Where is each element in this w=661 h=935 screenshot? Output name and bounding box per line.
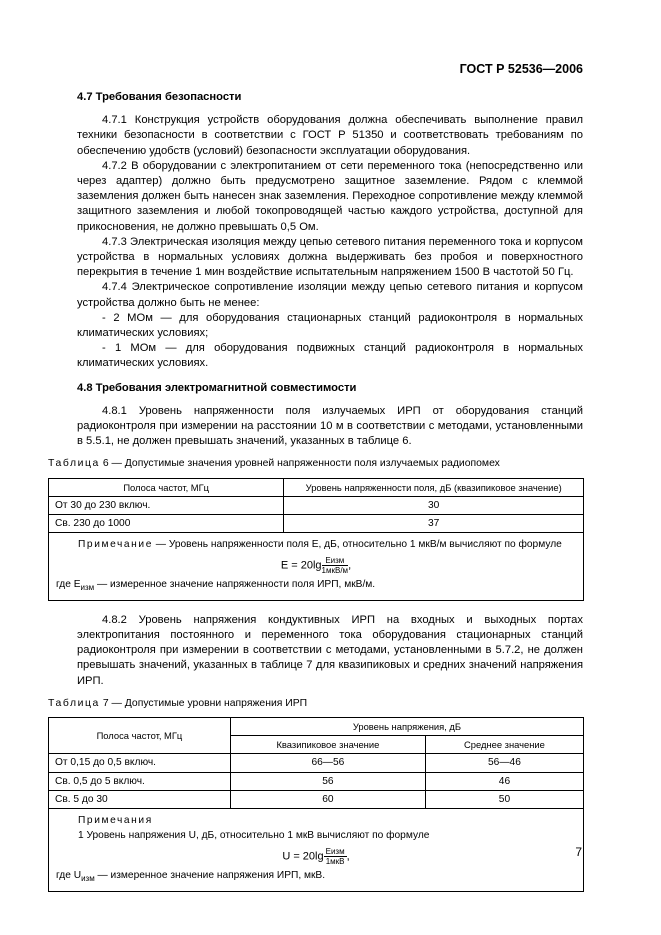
formula-explanation: где $U_{изм}$ — измеренное значение напряжения ИРП, мкВ. [56,870,326,884]
table-row [49,515,584,533]
table-row [49,754,584,772]
list-item-1-mohm: - 1 МОм — для оборудования подвижных станций радиоконтроля в нормальных климатических условиях. [77,342,583,370]
paragraph-4-7-4: 4.7.4 Электрическое сопротивление изоляции между цепью сетевого питания и корпусом устройства должно быть не менее: [77,281,583,309]
paragraph-4-8-2: 4.8.2 Уровень напряжения кондуктивных ИРП на входных и выходных портах электропитания постоянного и переменного тока оборудования стационарных станций радиоконтроля при измерении в соответствии с методами, установленными в 5.7.2, не должен превышать значений, указанных в таблице 7 для квазипиковых и средних значений напряжения ИРП. [77,613,583,687]
table-row [49,496,584,514]
formula-explanation: где $E_{изм}$ — измеренное значение напряженности поля ИРП, мкВ/м. [56,579,376,593]
table-cell: 46 [425,772,583,790]
formula-e: E = 20lg $\frac{\text{Eизм}}{\text{1мкВ/м}}$ , [280,556,352,576]
paragraph-4-7-2: 4.7.2 В оборудовании с электропитанием от сети переменного тока (непосредственно или через адаптер) должно быть предусмотрено защитное заземление. Рядом с клеммой заземления должен быть нанесен знак заземления. Переходное сопротивление между клеммой защитного заземления и любой токопроводящей частью каждого устройства, доступной для прикосновения, не должно превышать 0,5 Ом. [77,159,583,233]
table7-header-band: Полоса частот, МГц [49,717,231,753]
table6-header-level: Уровень напряженности поля, дБ (квазипиковое значение) [284,478,584,496]
table-cell: 56 [230,772,425,790]
paragraph-4-8-1: 4.8.1 Уровень напряженности поля излучаемых ИРП от оборудования станций радиоконтроля при измерении на расстоянии 10 м в соответствии с методами, установленными в 5.5.1, не должен превышать значений, указанных в таблице 6. [77,404,583,448]
note-text: — Уровень напряженности поля E, дБ, относительно 1 мкВ/м вычисляют по формуле [152,539,562,551]
table-row [49,772,584,790]
formula-u: U = 20lg $\frac{\text{Eизм}}{\text{1мкВ}}$ , [282,847,350,867]
paragraph-4-7-1: 4.7.1 Конструкция устройств оборудования должна обеспечивать выполнение правил техники безопасности в соответствии с ГОСТ Р 51350 и соответствовать требованиям по обеспечению удобств (условий) безопасности эксплуатации оборудования. [77,114,583,157]
table7-header-qp: Квазипиковое значение [230,736,425,754]
table-cell: 56—46 [425,754,583,772]
table-cell: От 0,15 до 0,5 включ. [49,754,231,772]
table-cell: 30 [284,496,584,514]
page-number: 7 [575,845,582,859]
table-row [49,790,584,808]
table-cell: Св. 230 до 1000 [49,515,284,533]
table-cell: Св. 0,5 до 5 включ. [49,772,231,790]
note-text: 1 Уровень напряжения U, дБ, относительно 1 мкВ вычисляют по формуле [78,830,430,842]
table-cell: 66—56 [230,754,425,772]
table6-note [49,533,584,600]
note-label: Примечание [78,539,153,551]
table7-header-avg: Среднее значение [425,736,583,754]
table-cell: От 30 до 230 включ. [49,496,284,514]
section-heading-4-7: 4.7 Требования безопасности [77,91,242,103]
paragraph-4-7-3: 4.7.3 Электрическая изоляция между цепью сетевого питания переменного тока и корпусом устройства в нормальных условиях должна выдерживать без пробоя и поверхностного перекрытия в течение 1 мин воздействие испытательным напряжением 1500 В частотой 50 Гц. [77,235,583,279]
table7-header-level: Уровень напряжения, дБ [230,717,583,735]
table-cell: 37 [284,515,584,533]
document-code: ГОСТ Р 52536—2006 [459,62,583,76]
note-label: Примечания [78,814,153,826]
table7-caption: Таблица 7 — Допустимые уровни напряжения ИРП [48,697,308,709]
table-6 [48,478,584,601]
table-7 [48,717,584,892]
list-item-2-mohm: - 2 МОм — для оборудования стационарных станций радиоконтроля в нормальных климатических условиях; [77,311,583,340]
section-heading-4-8: 4.8 Требования электромагнитной совместимости [77,381,357,394]
table-cell: Св. 5 до 30 [49,790,231,808]
table-cell: 50 [425,790,583,808]
table6-header-band: Полоса частот, МГц [49,478,284,496]
table7-note [49,808,584,891]
table6-caption: Таблица 6 — Допустимые значения уровней напряженности поля излучаемых радиопомех [48,458,500,470]
page-content [48,90,583,892]
table-cell: 60 [230,790,425,808]
